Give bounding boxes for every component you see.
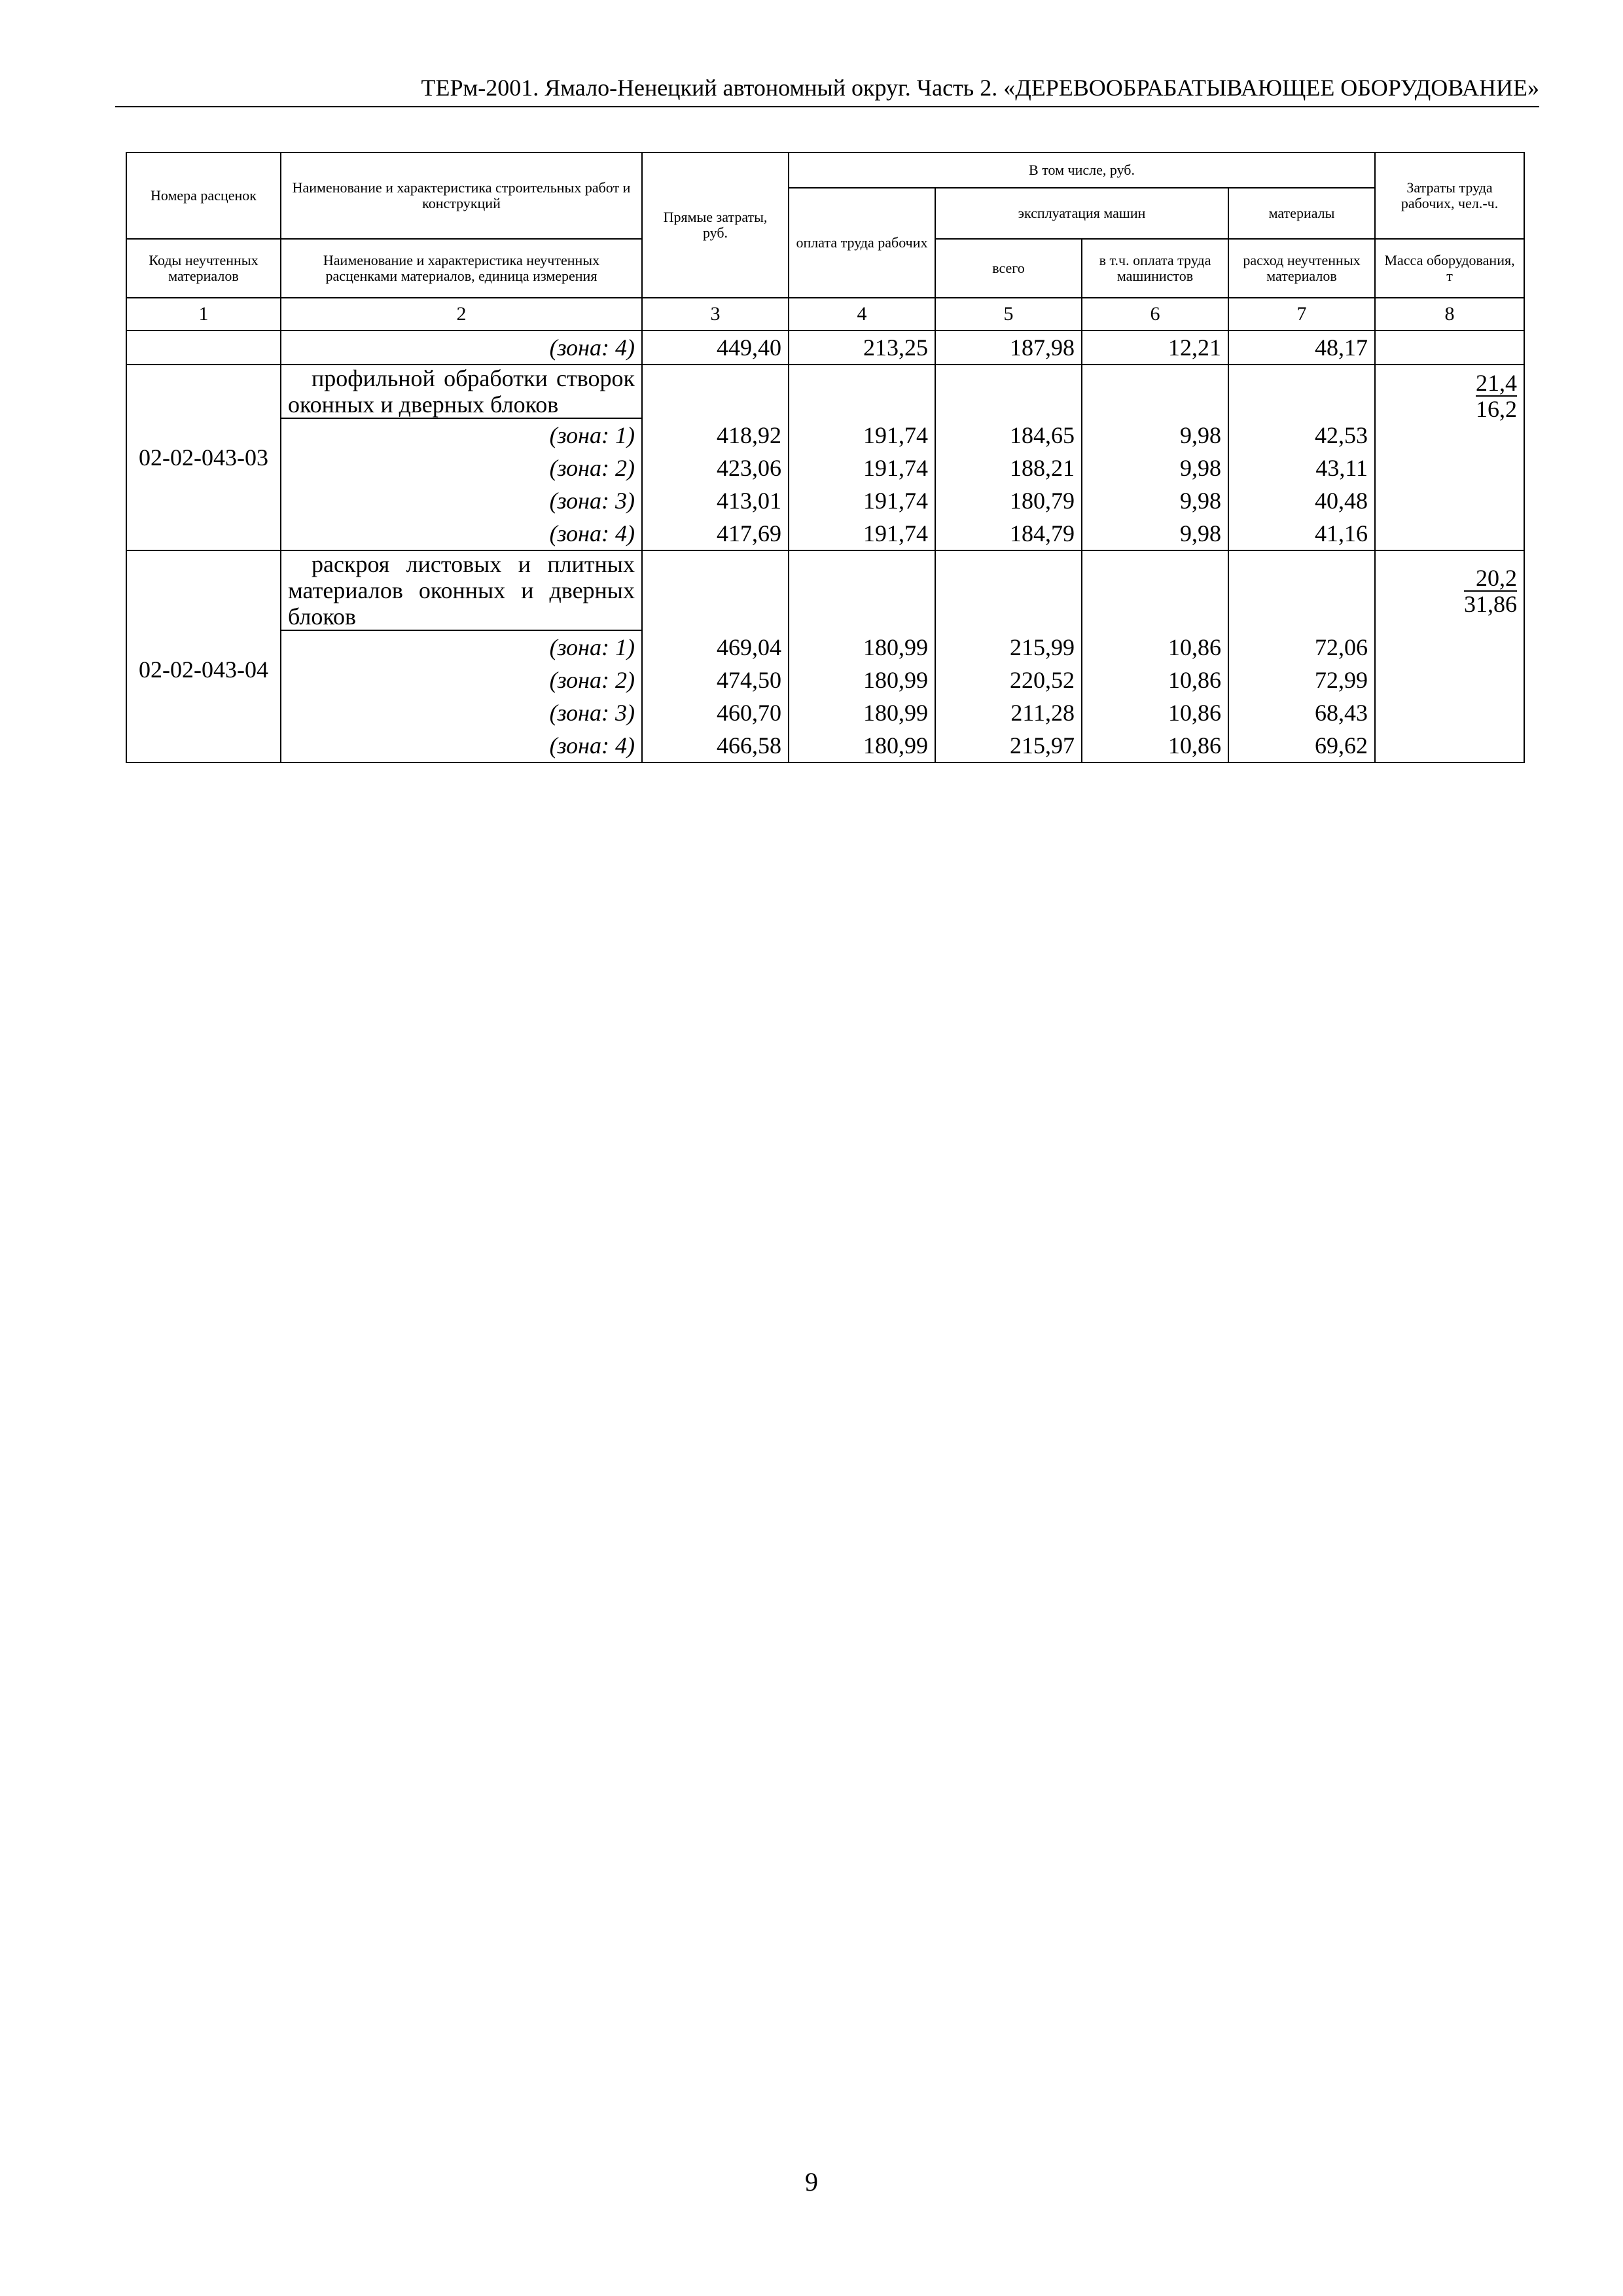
- labor-pay-value: 180,99: [789, 664, 935, 696]
- header-labor-pay: оплата труда рабочих: [789, 188, 935, 298]
- labor-mass-fraction: [1464, 565, 1517, 617]
- group-header-row: [126, 365, 1524, 418]
- header-materials: материалы: [1228, 188, 1375, 239]
- labor-pay-value: 191,74: [789, 452, 935, 484]
- zone-label: (зона: 3): [281, 484, 642, 517]
- table-row: [126, 664, 1524, 696]
- column-number: 6: [1082, 298, 1228, 331]
- equipment-mass-value: 31,86: [1464, 591, 1518, 617]
- machinist-pay-value: 10,86: [1082, 696, 1228, 729]
- machinist-pay-value: 9,98: [1082, 418, 1228, 452]
- header-machine-operation: эксплуатация машин: [935, 188, 1228, 239]
- machine-total-value: 215,97: [935, 729, 1082, 762]
- column-number: 5: [935, 298, 1082, 331]
- machine-total-value: 215,99: [935, 630, 1082, 664]
- column-number: 8: [1375, 298, 1524, 331]
- rate-description: раскроя листовых и плитных материалов оконных и дверных блоков: [281, 550, 642, 630]
- machine-total-value: 220,52: [935, 664, 1082, 696]
- column-number: 2: [281, 298, 642, 331]
- table-row: [126, 331, 1524, 365]
- table-row: [126, 484, 1524, 517]
- zone-label: (зона: 2): [281, 452, 642, 484]
- labor-pay-value: 180,99: [789, 630, 935, 664]
- materials-value: 42,53: [1228, 418, 1375, 452]
- header-direct-costs: Прямые затраты, руб.: [642, 152, 789, 298]
- materials-value: 48,17: [1228, 331, 1375, 365]
- header-labor-costs: Затраты труда рабочих, чел.-ч.: [1375, 152, 1524, 239]
- labor-pay-value: 191,74: [789, 418, 935, 452]
- machinist-pay-value: 9,98: [1082, 517, 1228, 550]
- header-including: В том числе, руб.: [789, 152, 1375, 188]
- direct-costs-value: 449,40: [642, 331, 789, 365]
- labor-pay-value: 180,99: [789, 696, 935, 729]
- direct-costs-value: 423,06: [642, 452, 789, 484]
- table-row: [126, 452, 1524, 484]
- column-number: 4: [789, 298, 935, 331]
- zone-label: (зона: 3): [281, 696, 642, 729]
- header-codes: Коды неучтенных материалов: [126, 239, 281, 298]
- zone-label: (зона: 1): [281, 630, 642, 664]
- direct-costs-value: 466,58: [642, 729, 789, 762]
- machine-total-value: 180,79: [935, 484, 1082, 517]
- direct-costs-value: 413,01: [642, 484, 789, 517]
- machinist-pay-value: 9,98: [1082, 484, 1228, 517]
- labor-pay-value: 191,74: [789, 484, 935, 517]
- zone-label: (зона: 4): [281, 517, 642, 550]
- table-row: [126, 418, 1524, 452]
- labor-pay-value: 180,99: [789, 729, 935, 762]
- column-number: 7: [1228, 298, 1375, 331]
- direct-costs-value: 417,69: [642, 517, 789, 550]
- header-rate-numbers: Номера расценок: [126, 152, 281, 239]
- rate-code: 02-02-043-04: [126, 550, 281, 762]
- machine-total-value: 211,28: [935, 696, 1082, 729]
- table-row: [126, 517, 1524, 550]
- zone-label: (зона: 4): [281, 729, 642, 762]
- materials-value: 41,16: [1228, 517, 1375, 550]
- zone-label: (зона: 1): [281, 418, 642, 452]
- column-number: 1: [126, 298, 281, 331]
- machine-total-value: 184,65: [935, 418, 1082, 452]
- materials-value: 69,62: [1228, 729, 1375, 762]
- machinist-pay-value: 10,86: [1082, 729, 1228, 762]
- equipment-mass-value: 16,2: [1476, 396, 1518, 422]
- rate-description: профильной обработки створок оконных и дверных блоков: [281, 365, 642, 418]
- header-material-name: Наименование и характеристика неучтенных расценками материалов, единица измерения: [281, 239, 642, 298]
- materials-value: 72,99: [1228, 664, 1375, 696]
- machinist-pay-value: 10,86: [1082, 664, 1228, 696]
- direct-costs-value: 418,92: [642, 418, 789, 452]
- materials-value: 68,43: [1228, 696, 1375, 729]
- table-row: [126, 729, 1524, 762]
- direct-costs-value: 474,50: [642, 664, 789, 696]
- rate-code: 02-02-043-03: [126, 365, 281, 550]
- direct-costs-value: 460,70: [642, 696, 789, 729]
- machinist-pay-value: 9,98: [1082, 452, 1228, 484]
- page-number: 9: [805, 2167, 818, 2197]
- machine-total-value: 184,79: [935, 517, 1082, 550]
- rates-table: [126, 152, 1525, 763]
- header-machinist-pay: в т.ч. оплата труда машинистов: [1082, 239, 1228, 298]
- labor-pay-value: 191,74: [789, 517, 935, 550]
- machine-total-value: 188,21: [935, 452, 1082, 484]
- machinist-pay-value: 10,86: [1082, 630, 1228, 664]
- page-header: ТЕРм-2001. Ямало-Ненецкий автономный округ. Часть 2. «ДЕРЕВООБРАБАТЫВАЮЩЕЕ ОБОРУДОВАНИЕ»: [115, 72, 1539, 107]
- machinist-pay-value: 12,21: [1082, 331, 1228, 365]
- table-row: [126, 696, 1524, 729]
- direct-costs-value: 469,04: [642, 630, 789, 664]
- group-header-row: [126, 550, 1524, 630]
- labor-costs-value: 20,2: [1464, 565, 1517, 592]
- materials-value: 43,11: [1228, 452, 1375, 484]
- header-equipment-mass: Масса оборудования, т: [1375, 239, 1524, 298]
- materials-value: 72,06: [1228, 630, 1375, 664]
- column-number: 3: [642, 298, 789, 331]
- header-machine-total: всего: [935, 239, 1082, 298]
- labor-costs-value: 21,4: [1476, 370, 1518, 396]
- labor-mass-fraction: [1476, 370, 1517, 422]
- table-row: [126, 630, 1524, 664]
- machine-total-value: 187,98: [935, 331, 1082, 365]
- materials-value: 40,48: [1228, 484, 1375, 517]
- header-unaccounted-materials: расход неучтенных материалов: [1228, 239, 1375, 298]
- labor-pay-value: 213,25: [789, 331, 935, 365]
- zone-label: (зона: 4): [281, 331, 642, 365]
- zone-label: (зона: 2): [281, 664, 642, 696]
- header-work-name: Наименование и характеристика строительных работ и конструкций: [281, 152, 642, 239]
